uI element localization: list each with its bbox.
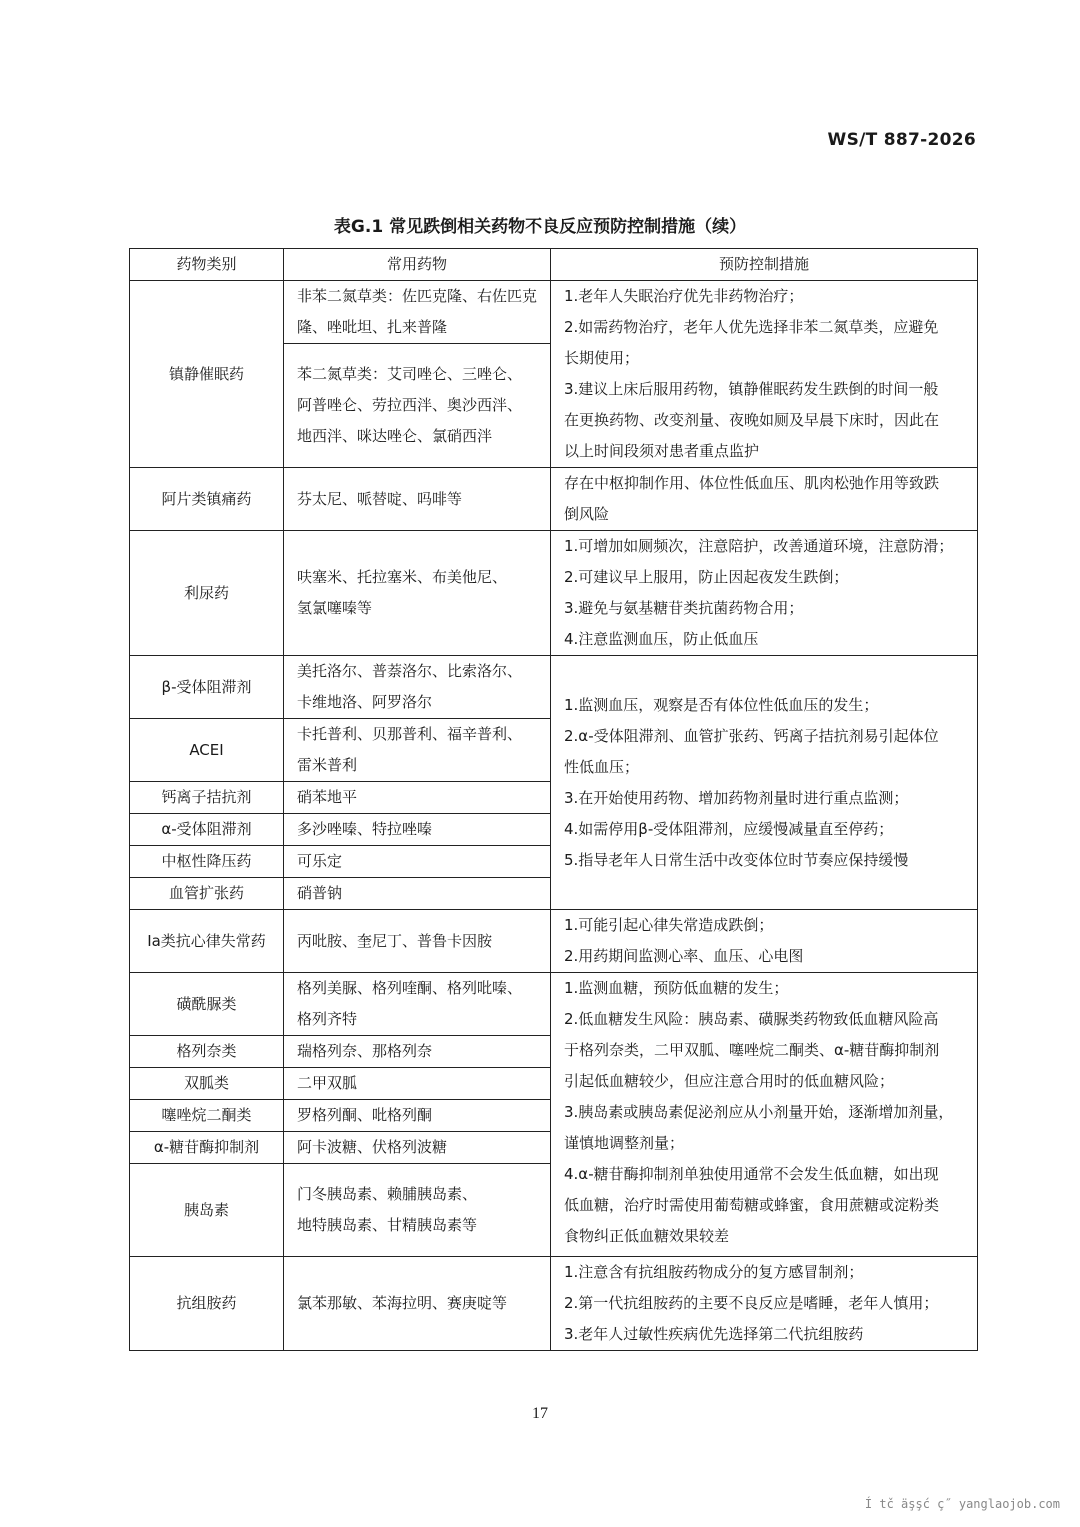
watermark-text: Í tč äşşć ç˝ yanglaojob.com bbox=[864, 1497, 1060, 1511]
drugs-cell bbox=[284, 1257, 551, 1351]
category-cell: 噻唑烷二酮类 bbox=[130, 1100, 284, 1132]
measure-line: 性低血压； bbox=[564, 757, 640, 776]
measure-line: 2.α-受体阻滞剂、血管扩张药、钙离子拮抗剂易引起体位 bbox=[564, 726, 939, 745]
measures-cell bbox=[551, 656, 978, 910]
category-cell: 抗组胺药 bbox=[130, 1257, 284, 1351]
drugs-cell bbox=[284, 719, 551, 782]
drug-line: 卡托普利、贝那普利、福辛普利、 bbox=[297, 725, 523, 743]
drugs-cell bbox=[284, 910, 551, 973]
drug-line: 氢氯噻嗪等 bbox=[297, 599, 373, 617]
drugs-cell bbox=[284, 1100, 551, 1132]
measures-cell bbox=[551, 1257, 978, 1351]
measures-cell bbox=[551, 281, 978, 468]
measure-line: 在更换药物、改变剂量、夜晚如厕及早晨下床时，因此在 bbox=[564, 411, 940, 429]
drug-line: 阿卡波糖、伏格列波糖 bbox=[297, 1138, 448, 1156]
measures-cell bbox=[551, 973, 978, 1257]
drugs-cell bbox=[284, 1164, 551, 1257]
drug-line: 地西泮、咪达唑仑、氯硝西泮 bbox=[297, 427, 493, 445]
table-row bbox=[130, 531, 978, 656]
measure-line: 3.胰岛素或胰岛素促泌剂应从小剂量开始，逐渐增加剂量， bbox=[564, 1103, 954, 1121]
category-cell: α-受体阻滞剂 bbox=[130, 814, 284, 846]
drug-line: 芬太尼、哌替啶、吗啡等 bbox=[297, 489, 463, 508]
drug-line: 呋塞米、托拉塞米、布美他尼、 bbox=[297, 568, 508, 586]
drugs-cell bbox=[284, 281, 551, 344]
measure-line: 2.第一代抗组胺药的主要不良反应是嗜睡，老年人慎用； bbox=[564, 1294, 939, 1312]
drug-line: 丙吡胺、奎尼丁、普鲁卡因胺 bbox=[297, 931, 493, 950]
drugs-cell bbox=[284, 1036, 551, 1068]
drug-line: 硝普钠 bbox=[297, 884, 343, 902]
table-row bbox=[130, 1257, 978, 1351]
measure-line: 2.如需药物治疗，老年人优先选择非苯二氮草类，应避免 bbox=[564, 318, 939, 336]
category-cell: 钙离子拮抗剂 bbox=[130, 782, 284, 814]
drug-line: 隆、唑吡坦、扎来普隆 bbox=[297, 318, 448, 336]
measure-line: 1.可增加如厕频次，注意陪护，改善通道环境，注意防滑； bbox=[564, 537, 954, 555]
table-row bbox=[130, 973, 978, 1036]
measure-line: 谨慎地调整剂量； bbox=[564, 1134, 685, 1152]
drugs-cell bbox=[284, 782, 551, 814]
drugs-cell bbox=[284, 344, 551, 468]
measure-line: 1.监测血压，观察是否有体位性低血压的发生； bbox=[564, 695, 879, 714]
measure-line: 以上时间段须对患者重点监护 bbox=[564, 442, 760, 460]
column-header-measures: 预防控制措施 bbox=[551, 249, 978, 281]
category-cell: 血管扩张药 bbox=[130, 878, 284, 910]
measure-line: 1.注意含有抗组胺药物成分的复方感冒制剂； bbox=[564, 1263, 864, 1281]
measure-line: 4.如需停用β-受体阻滞剂，应缓慢减量直至停药； bbox=[564, 819, 894, 838]
drug-line: 雷米普利 bbox=[297, 756, 358, 774]
category-cell: 利尿药 bbox=[130, 531, 284, 656]
measure-line: 2.可建议早上服用，防止因起夜发生跌倒； bbox=[564, 568, 849, 586]
drug-line: 格列美脲、格列喹酮、格列吡嗪、 bbox=[297, 979, 523, 997]
drugs-cell bbox=[284, 531, 551, 656]
measure-line: 长期使用； bbox=[564, 349, 640, 367]
category-cell: 格列奈类 bbox=[130, 1036, 284, 1068]
measure-line: 低血糖，治疗时需使用葡萄糖或蜂蜜，食用蔗糖或淀粉类 bbox=[564, 1196, 940, 1214]
drug-line: 非苯二氮草类：佐匹克隆、右佐匹克 bbox=[297, 287, 538, 305]
category-cell: ACEI bbox=[130, 719, 284, 782]
drug-measures-table bbox=[129, 248, 978, 1351]
drug-line: 地特胰岛素、甘精胰岛素等 bbox=[297, 1216, 478, 1234]
measures-cell bbox=[551, 531, 978, 656]
table-row bbox=[130, 910, 978, 973]
measure-line: 1.可能引起心律失常造成跌倒； bbox=[564, 916, 774, 934]
category-cell: 双胍类 bbox=[130, 1068, 284, 1100]
category-cell: β-受体阻滞剂 bbox=[130, 656, 284, 719]
measure-line: 倒风险 bbox=[564, 505, 610, 523]
category-cell: 中枢性降压药 bbox=[130, 846, 284, 878]
drugs-cell bbox=[284, 656, 551, 719]
measure-line: 4.注意监测血压，防止低血压 bbox=[564, 630, 759, 648]
drugs-cell bbox=[284, 1068, 551, 1100]
page-number: 17 bbox=[532, 1405, 548, 1422]
table-body bbox=[130, 281, 978, 1351]
table-row bbox=[130, 656, 978, 719]
measure-line: 3.在开始使用药物、增加药物剂量时进行重点监测； bbox=[564, 788, 909, 807]
column-header-drugs: 常用药物 bbox=[284, 249, 551, 281]
drug-line: 阿普唑仑、劳拉西泮、奥沙西泮、 bbox=[297, 396, 523, 414]
table-row bbox=[130, 468, 978, 531]
drugs-cell bbox=[284, 1132, 551, 1164]
measure-line: 1.老年人失眠治疗优先非药物治疗； bbox=[564, 287, 804, 305]
measure-line: 1.监测血糖，预防低血糖的发生； bbox=[564, 979, 789, 997]
drug-line: 多沙唑嗪、特拉唑嗪 bbox=[297, 820, 433, 838]
measure-line: 2.用药期间监测心率、血压、心电图 bbox=[564, 947, 804, 965]
drug-line: 门冬胰岛素、赖脯胰岛素、 bbox=[297, 1185, 478, 1203]
drug-line: 格列齐特 bbox=[297, 1010, 358, 1028]
table-row bbox=[130, 281, 978, 344]
measure-line: 存在中枢抑制作用、体位性低血压、肌肉松弛作用等致跌 bbox=[564, 474, 940, 492]
drugs-cell bbox=[284, 814, 551, 846]
measure-line: 3.避免与氨基糖苷类抗菌药物合用； bbox=[564, 599, 804, 617]
column-header-category: 药物类别 bbox=[130, 249, 284, 281]
drugs-cell bbox=[284, 878, 551, 910]
measures-cell bbox=[551, 468, 978, 531]
category-cell: 磺酰脲类 bbox=[130, 973, 284, 1036]
measures-cell bbox=[551, 910, 978, 973]
drug-line: 罗格列酮、吡格列酮 bbox=[297, 1106, 433, 1124]
measure-line: 引起低血糖较少，但应注意合用时的低血糖风险； bbox=[564, 1072, 895, 1090]
category-cell: 胰岛素 bbox=[130, 1164, 284, 1257]
category-cell: Ia类抗心律失常药 bbox=[130, 910, 284, 973]
drug-line: 瑞格列奈、那格列奈 bbox=[297, 1042, 433, 1060]
measure-line: 5.指导老年人日常生活中改变体位时节奏应保持缓慢 bbox=[564, 850, 909, 869]
table-header-row bbox=[130, 249, 978, 281]
category-cell: α-糖苷酶抑制剂 bbox=[130, 1132, 284, 1164]
measure-line: 3.建议上床后服用药物，镇静催眠药发生跌倒的时间一般 bbox=[564, 380, 939, 398]
standard-code: WS/T 887-2026 bbox=[827, 130, 976, 150]
drugs-cell bbox=[284, 468, 551, 531]
drug-line: 可乐定 bbox=[297, 852, 343, 870]
drug-line: 苯二氮草类：艾司唑仑、三唑仑、 bbox=[297, 365, 523, 383]
drug-line: 美托洛尔、普萘洛尔、比索洛尔、 bbox=[297, 662, 523, 680]
drug-line: 硝苯地平 bbox=[297, 788, 358, 806]
category-cell: 阿片类镇痛药 bbox=[130, 468, 284, 531]
measure-line: 于格列奈类，二甲双胍、噻唑烷二酮类、α-糖苷酶抑制剂 bbox=[564, 1041, 940, 1059]
drug-line: 卡维地洛、阿罗洛尔 bbox=[297, 693, 433, 711]
measure-line: 食物纠正低血糖效果较差 bbox=[564, 1227, 730, 1245]
drugs-cell bbox=[284, 846, 551, 878]
drug-line: 二甲双胍 bbox=[297, 1074, 358, 1092]
table-title: 表G.1 常见跌倒相关药物不良反应预防控制措施（续） bbox=[333, 217, 747, 237]
measure-line: 2.低血糖发生风险：胰岛素、磺脲类药物致低血糖风险高 bbox=[564, 1010, 939, 1028]
drugs-cell bbox=[284, 973, 551, 1036]
measure-line: 4.α-糖苷酶抑制剂单独使用通常不会发生低血糖，如出现 bbox=[564, 1165, 939, 1183]
drug-line: 氯苯那敏、苯海拉明、赛庚啶等 bbox=[297, 1294, 508, 1312]
category-cell: 镇静催眠药 bbox=[130, 281, 284, 468]
measure-line: 3.老年人过敏性疾病优先选择第二代抗组胺药 bbox=[564, 1325, 864, 1343]
